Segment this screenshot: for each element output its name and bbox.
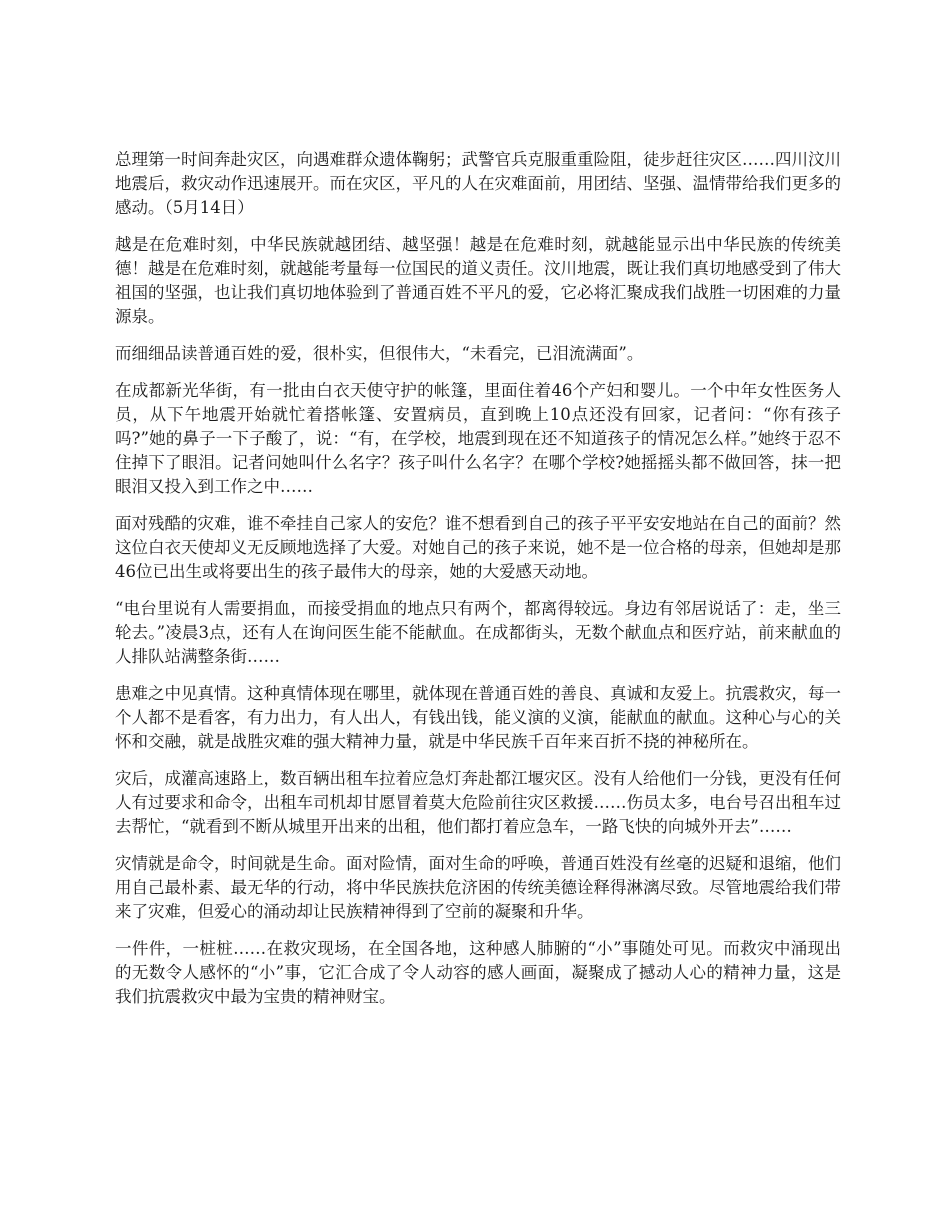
paragraph: 越是在危难时刻，中华民族就越团结、越坚强！越是在危难时刻，就越能显示出中华民族的传统美德！越是在危难时刻，就越能考量每一位国民的道义责任。汶川地震，既让我们真切地感受到了伟大祖国的坚强，也让我们真切地体验到了普通百姓不平凡的爱，它必将汇聚成我们战胜一切困难的力量源泉。 — [115, 235, 841, 326]
paragraph: 总理第一时间奔赴灾区，向遇难群众遗体鞠躬；武警官兵克服重重险阻，徒步赶往灾区……四川汶川地震后，救灾动作迅速展开。而在灾区，平凡的人在灾难面前，用团结、坚强、温情带给我们更多的感动。（5月14日） — [115, 150, 841, 217]
paragraph: 面对残酷的灾难，谁不牵挂自己家人的安危？谁不想看到自己的孩子平平安安地站在自己的面前？然这位白衣天使却义无反顾地选择了大爱。对她自己的孩子来说，她不是一位合格的母亲，但她却是那46位已出生或将要出生的孩子最伟大的母亲，她的大爱感天动地。 — [115, 514, 841, 581]
paragraph: “电台里说有人需要捐血，而接受捐血的地点只有两个，都离得较远。身边有邻居说话了：走，坐三轮去。”凌晨3点，还有人在询问医生能不能献血。在成都街头，无数个献血点和医疗站，前来献血的人排队站满整条街…… — [115, 599, 841, 666]
paragraph: 灾后，成灌高速路上，数百辆出租车拉着应急灯奔赴都江堰灾区。没有人给他们一分钱，更没有任何人有过要求和命令，出租车司机却甘愿冒着莫大危险前往灾区救援……伤员太多，电台号召出租车过去帮忙，“就看到不断从城里开出来的出租，他们都打着应急车，一路飞快的向城外开去”…… — [115, 769, 841, 836]
paragraph: 患难之中见真情。这种真情体现在哪里，就体现在普通百姓的善良、真诚和友爱上。抗震救灾，每一个人都不是看客，有力出力，有人出人，有钱出钱，能义演的义演，能献血的献血。这种心与心的关怀和交融，就是战胜灾难的强大精神力量，就是中华民族千百年来百折不挠的神秘所在。 — [115, 684, 841, 751]
paragraph: 一件件，一桩桩……在救灾现场，在全国各地，这种感人肺腑的“小”事随处可见。而救灾中涌现出的无数令人感怀的“小”事，它汇合成了令人动容的感人画面，凝聚成了撼动人心的精神力量，这是我们抗震救灾中最为宝贵的精神财宝。 — [115, 939, 841, 1006]
document-body — [115, 148, 841, 1022]
paragraph: 而细细品读普通百姓的爱，很朴实，但很伟大，“未看完，已泪流满面”。 — [115, 344, 644, 363]
paragraph: 灾情就是命令，时间就是生命。面对险情，面对生命的呼唤，普通百姓没有丝毫的迟疑和退缩，他们用自己最朴素、最无华的行动，将中华民族扶危济困的传统美德诠释得淋漓尽致。尽管地震给我们带来了灾难，但爱心的涌动却让民族精神得到了空前的凝聚和升华。 — [115, 854, 841, 921]
paragraph: 在成都新光华街，有一批由白衣天使守护的帐篷，里面住着46个产妇和婴儿。一个中年女性医务人员，从下午地震开始就忙着搭帐篷、安置病员，直到晚上10点还没有回家，记者问：“你有孩子吗?”她的鼻子一下子酸了，说：“有，在学校，地震到现在还不知道孩子的情况怎么样。”她终于忍不住掉下了眼泪。记者问她叫什么名字？孩子叫什么名字？在哪个学校?她摇摇头都不做回答，抹一把眼泪又投入到工作之中…… — [115, 381, 841, 496]
